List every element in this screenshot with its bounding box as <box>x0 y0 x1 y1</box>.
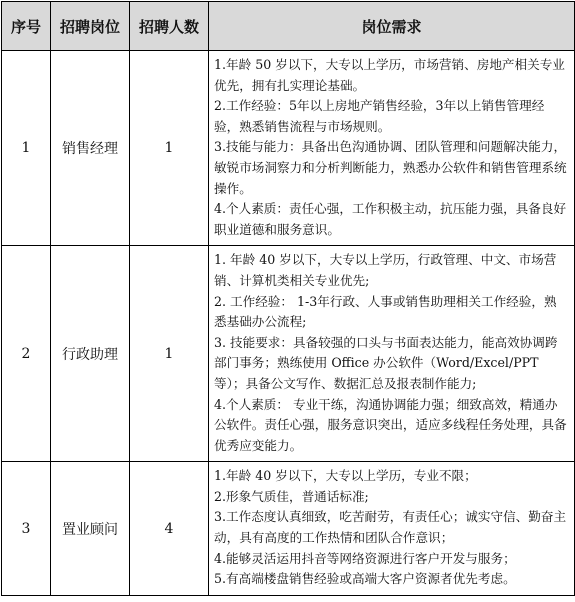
table-row <box>2 51 575 246</box>
row-count: 1 <box>130 51 209 246</box>
requirement-item: 2.形象气质佳，普通话标准; <box>214 488 369 504</box>
row-requirements <box>209 462 575 596</box>
requirement-item: 3.工作态度认真细致，吃苦耐劳，有责任心；诚实守信、勤奋主动，具有高度的工作热情和团队合作意识； <box>214 509 567 546</box>
requirement-item: 3. 技能要求：具备较强的口头与书面表达能力，能高效协调跨部门事务；熟练使用 Office 办公软件（Word/Excel/PPT 等）；具备公文写作、数据汇总及报表制作能力; <box>214 334 558 391</box>
header-position: 招聘岗位 <box>51 2 130 51</box>
header-row <box>2 2 575 51</box>
table-row <box>2 246 575 462</box>
row-requirements <box>209 246 575 462</box>
row-count: 4 <box>130 462 209 596</box>
requirement-item: 3.技能与能力：具备出色沟通协调、团队管理和问题解决能力，敏锐市场洞察力和分析判断能力，熟悉办公软件和销售管理系统操作。 <box>214 139 567 196</box>
requirement-item: 5.有高端楼盘销售经验或高端大客户资源者优先考虑。 <box>214 571 516 587</box>
table-row <box>2 462 575 596</box>
row-position: 置业顾问 <box>51 462 130 596</box>
requirement-item: 1. 年龄 40 岁以下，大专以上学历，行政管理、中文、市场营销、计算机类相关专业优先; <box>214 252 557 288</box>
requirement-item: 2. 工作经验： 1-3年行政、人事或销售助理相关工作经验，熟悉基础办公流程; <box>214 293 557 330</box>
row-no: 1 <box>2 51 51 246</box>
row-position: 行政助理 <box>51 246 130 462</box>
row-no: 2 <box>2 246 51 462</box>
requirement-item: 4.个人素质：责任心强，工作积极主动，抗压能力强，具备良好职业道德和服务意识。 <box>214 201 567 237</box>
requirement-item: 1.年龄 40 岁以下，大专以上学历，专业不限； <box>214 468 477 484</box>
header-no: 序号 <box>2 2 51 51</box>
requirement-item: 4.个人素质： 专业干练，沟通协调能力强；细致高效，精通办公软件。责任心强，服务意识突出，适应多线程任务处理，具备优秀应变能力。 <box>214 396 567 453</box>
row-position: 销售经理 <box>51 51 130 246</box>
recruitment-table <box>1 1 575 596</box>
header-requirements: 岗位需求 <box>209 2 575 51</box>
row-requirements <box>209 51 575 246</box>
requirement-item: 1.年龄 50 岁以下，大专以上学历，市场营销、房地产相关专业优先，拥有扎实理论基础。 <box>214 57 565 93</box>
requirement-item: 2.工作经验：5年以上房地产销售经验，3年以上销售管理经验，熟悉销售流程与市场规则。 <box>214 98 545 134</box>
header-count: 招聘人数 <box>130 2 209 51</box>
row-count: 1 <box>130 246 209 462</box>
requirement-item: 4.能够灵活运用抖音等网络资源进行客户开发与服务； <box>214 550 516 566</box>
row-no: 3 <box>2 462 51 596</box>
